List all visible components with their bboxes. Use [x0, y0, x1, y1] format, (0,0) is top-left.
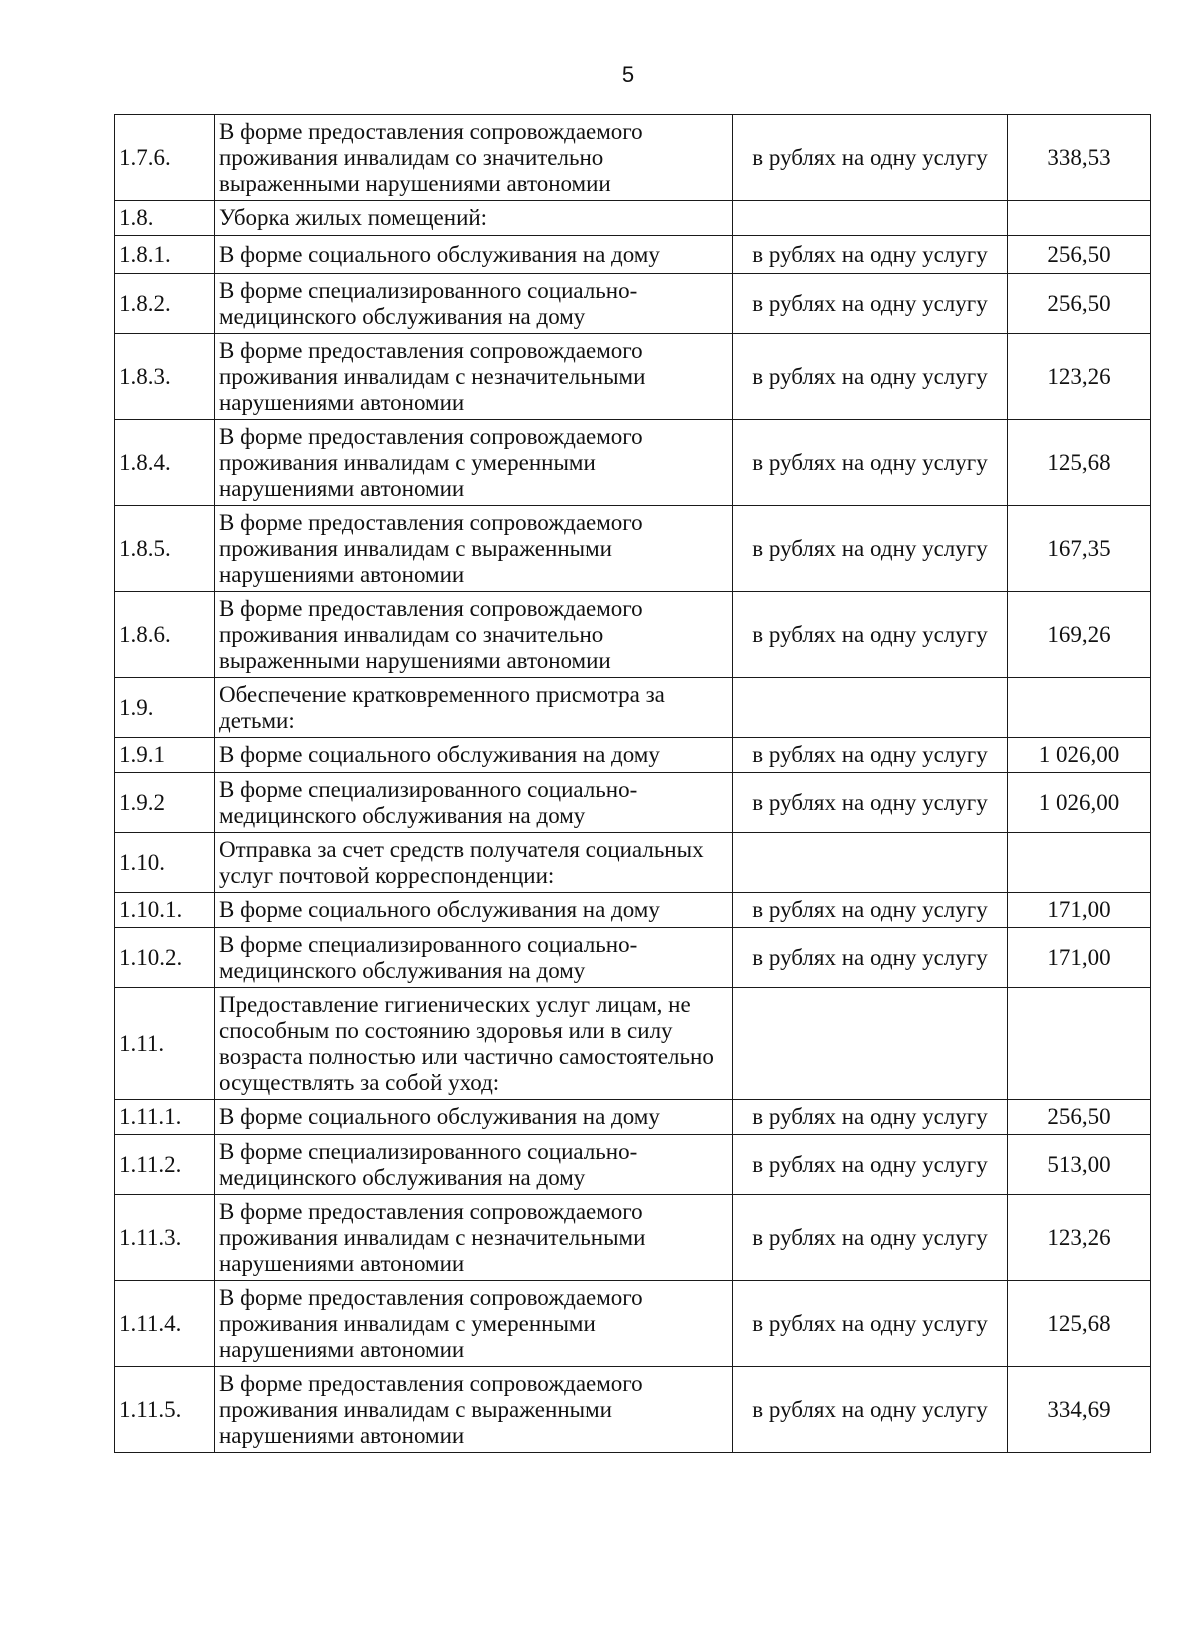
service-description: В форме специализированного социально-медицинского обслуживания на дому: [215, 928, 733, 988]
tariff-value: 256,50: [1008, 274, 1151, 334]
service-description: В форме социального обслуживания на дому: [215, 1100, 733, 1135]
unit-of-measure: в рублях на одну услугу: [733, 592, 1008, 678]
table-row: [115, 236, 1151, 274]
row-number: 1.10.1.: [115, 893, 215, 928]
unit-of-measure: [733, 201, 1008, 236]
tariff-value: 125,68: [1008, 1281, 1151, 1367]
table-row: [115, 928, 1151, 988]
unit-of-measure: [733, 833, 1008, 893]
row-number: 1.10.: [115, 833, 215, 893]
table-row: [115, 592, 1151, 678]
table-row: [115, 1281, 1151, 1367]
service-description: В форме предоставления сопровождаемого проживания инвалидам со значительно выраженными нарушениями автономии: [215, 592, 733, 678]
service-description: В форме предоставления сопровождаемого проживания инвалидам с незначительными нарушениями автономии: [215, 1195, 733, 1281]
row-number: 1.8.4.: [115, 420, 215, 506]
tariff-value: 256,50: [1008, 236, 1151, 274]
tariff-value: 338,53: [1008, 115, 1151, 201]
tariff-value: 256,50: [1008, 1100, 1151, 1135]
service-description: В форме специализированного социально-медицинского обслуживания на дому: [215, 1135, 733, 1195]
table-row: [115, 1100, 1151, 1135]
row-number: 1.11.: [115, 988, 215, 1100]
service-description: В форме предоставления сопровождаемого проживания инвалидам с умеренными нарушениями автономии: [215, 1281, 733, 1367]
service-description: Отправка за счет средств получателя социальных услуг почтовой корреспонденции:: [215, 833, 733, 893]
row-number: 1.9.1: [115, 738, 215, 773]
unit-of-measure: [733, 678, 1008, 738]
tariff-value: [1008, 988, 1151, 1100]
service-description: В форме предоставления сопровождаемого проживания инвалидам с выраженными нарушениями автономии: [215, 1367, 733, 1453]
unit-of-measure: в рублях на одну услугу: [733, 1135, 1008, 1195]
tariff-value: 125,68: [1008, 420, 1151, 506]
service-description: В форме социального обслуживания на дому: [215, 893, 733, 928]
service-description: В форме предоставления сопровождаемого проживания инвалидам с умеренными нарушениями автономии: [215, 420, 733, 506]
row-number: 1.8.2.: [115, 274, 215, 334]
unit-of-measure: в рублях на одну услугу: [733, 773, 1008, 833]
row-number: 1.10.2.: [115, 928, 215, 988]
unit-of-measure: в рублях на одну услугу: [733, 1281, 1008, 1367]
unit-of-measure: в рублях на одну услугу: [733, 738, 1008, 773]
row-number: 1.11.1.: [115, 1100, 215, 1135]
table-row: [115, 1195, 1151, 1281]
table-row: [115, 274, 1151, 334]
service-description: В форме предоставления сопровождаемого проживания инвалидам со значительно выраженными нарушениями автономии: [215, 115, 733, 201]
unit-of-measure: в рублях на одну услугу: [733, 420, 1008, 506]
service-description: В форме предоставления сопровождаемого проживания инвалидам с выраженными нарушениями автономии: [215, 506, 733, 592]
tariff-value: 123,26: [1008, 1195, 1151, 1281]
unit-of-measure: в рублях на одну услугу: [733, 334, 1008, 420]
unit-of-measure: в рублях на одну услугу: [733, 1195, 1008, 1281]
tariff-value: [1008, 678, 1151, 738]
tariff-value: 169,26: [1008, 592, 1151, 678]
row-number: 1.9.2: [115, 773, 215, 833]
table-row: [115, 1367, 1151, 1453]
row-number: 1.9.: [115, 678, 215, 738]
table-row: [115, 201, 1151, 236]
table-row: [115, 420, 1151, 506]
row-number: 1.8.5.: [115, 506, 215, 592]
unit-of-measure: в рублях на одну услугу: [733, 115, 1008, 201]
page-number: 5: [621, 62, 635, 87]
row-number: 1.8.6.: [115, 592, 215, 678]
tariff-value: 167,35: [1008, 506, 1151, 592]
unit-of-measure: в рублях на одну услугу: [733, 1100, 1008, 1135]
tariff-value: 1 026,00: [1008, 773, 1151, 833]
tariff-value: 123,26: [1008, 334, 1151, 420]
table-row: [115, 773, 1151, 833]
unit-of-measure: в рублях на одну услугу: [733, 274, 1008, 334]
unit-of-measure: в рублях на одну услугу: [733, 1367, 1008, 1453]
service-description: Уборка жилых помещений:: [215, 201, 733, 236]
table-row: [115, 115, 1151, 201]
table-row: [115, 678, 1151, 738]
service-description: В форме специализированного социально-медицинского обслуживания на дому: [215, 773, 733, 833]
row-number: 1.11.3.: [115, 1195, 215, 1281]
row-number: 1.11.2.: [115, 1135, 215, 1195]
table-row: [115, 833, 1151, 893]
tariff-value: [1008, 833, 1151, 893]
tariff-value: 171,00: [1008, 928, 1151, 988]
tariff-table: [114, 114, 1151, 1453]
table-row: [115, 738, 1151, 773]
row-number: 1.11.5.: [115, 1367, 215, 1453]
tariff-value: [1008, 201, 1151, 236]
service-description: Предоставление гигиенических услуг лицам, не способным по состоянию здоровья или в силу возраста полностью или частично самостоятельно осуществлять за собой уход:: [215, 988, 733, 1100]
row-number: 1.11.4.: [115, 1281, 215, 1367]
table-row: [115, 334, 1151, 420]
tariff-value: 1 026,00: [1008, 738, 1151, 773]
table-row: [115, 506, 1151, 592]
table-row: [115, 893, 1151, 928]
row-number: 1.7.6.: [115, 115, 215, 201]
service-description: Обеспечение кратковременного присмотра за детьми:: [215, 678, 733, 738]
table-row: [115, 1135, 1151, 1195]
unit-of-measure: [733, 988, 1008, 1100]
tariff-value: 334,69: [1008, 1367, 1151, 1453]
row-number: 1.8.3.: [115, 334, 215, 420]
row-number: 1.8.: [115, 201, 215, 236]
tariff-value: 513,00: [1008, 1135, 1151, 1195]
service-description: В форме специализированного социально-медицинского обслуживания на дому: [215, 274, 733, 334]
table-row: [115, 988, 1151, 1100]
service-description: В форме социального обслуживания на дому: [215, 236, 733, 274]
row-number: 1.8.1.: [115, 236, 215, 274]
service-description: В форме предоставления сопровождаемого проживания инвалидам с незначительными нарушениями автономии: [215, 334, 733, 420]
unit-of-measure: в рублях на одну услугу: [733, 928, 1008, 988]
tariff-table-body: [115, 115, 1151, 1453]
tariff-value: 171,00: [1008, 893, 1151, 928]
service-description: В форме социального обслуживания на дому: [215, 738, 733, 773]
unit-of-measure: в рублях на одну услугу: [733, 236, 1008, 274]
unit-of-measure: в рублях на одну услугу: [733, 506, 1008, 592]
unit-of-measure: в рублях на одну услугу: [733, 893, 1008, 928]
